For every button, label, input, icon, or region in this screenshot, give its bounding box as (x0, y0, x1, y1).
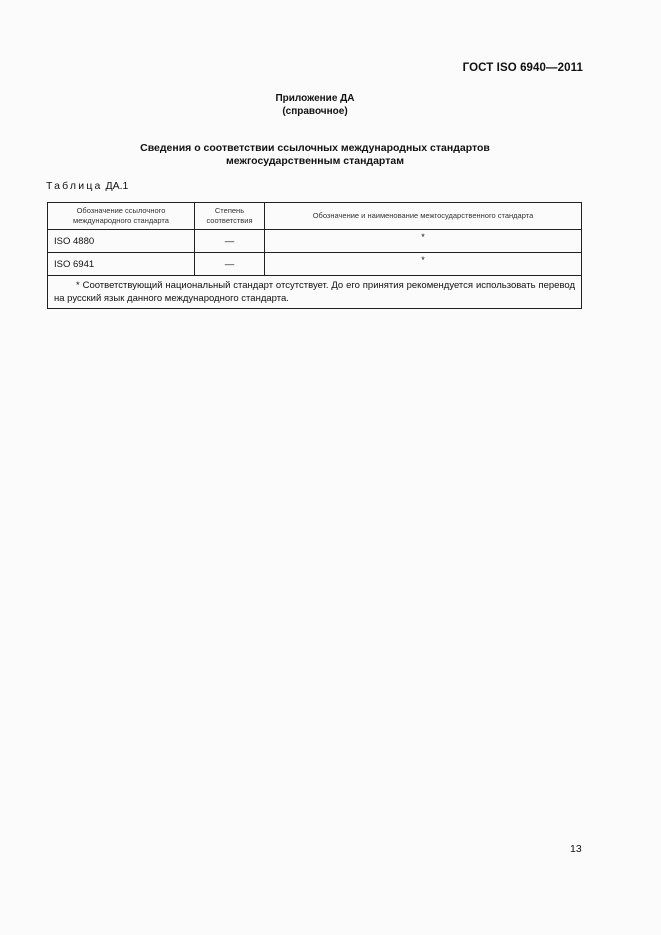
correspondence-table (47, 202, 582, 309)
column-header-interstate-standard: Обозначение и наименование межгосударственного стандарта (265, 203, 582, 230)
cell-degree: — (195, 253, 265, 276)
section-heading-line-2: межгосударственным стандартам (226, 155, 404, 167)
cell-standard: ISO 6941 (48, 253, 195, 276)
document-code: ГОСТ ISO 6940—2011 (462, 62, 583, 74)
page-number: 13 (570, 843, 582, 855)
cell-interstate: * (265, 230, 582, 253)
column-header-reference-standard: Обозначение ссылочного международного стандарта (48, 203, 195, 230)
table-row (48, 230, 582, 253)
section-heading (0, 142, 630, 168)
table-row (48, 253, 582, 276)
table-header-row (48, 203, 582, 230)
table-caption-number: ДА.1 (105, 180, 129, 192)
column-header-degree: Степень соответствия (195, 203, 265, 230)
cell-standard: ISO 4880 (48, 230, 195, 253)
annex-title: Приложение ДА (275, 93, 355, 104)
table-caption (46, 180, 128, 192)
section-heading-line-1: Сведения о соответствии ссылочных международных стандартов (140, 142, 490, 154)
table-footnote-row (48, 276, 582, 309)
annex-subtitle: (справочное) (282, 106, 348, 117)
cell-degree: — (195, 230, 265, 253)
annex-heading (0, 92, 630, 118)
cell-interstate: * (265, 253, 582, 276)
table-caption-label: Таблица (46, 180, 103, 192)
table-footnote: * Соответствующий национальный стандарт отсутствует. До его принятия рекомендуется использовать перевод на русский язык данного международного стандарта. (48, 276, 582, 309)
